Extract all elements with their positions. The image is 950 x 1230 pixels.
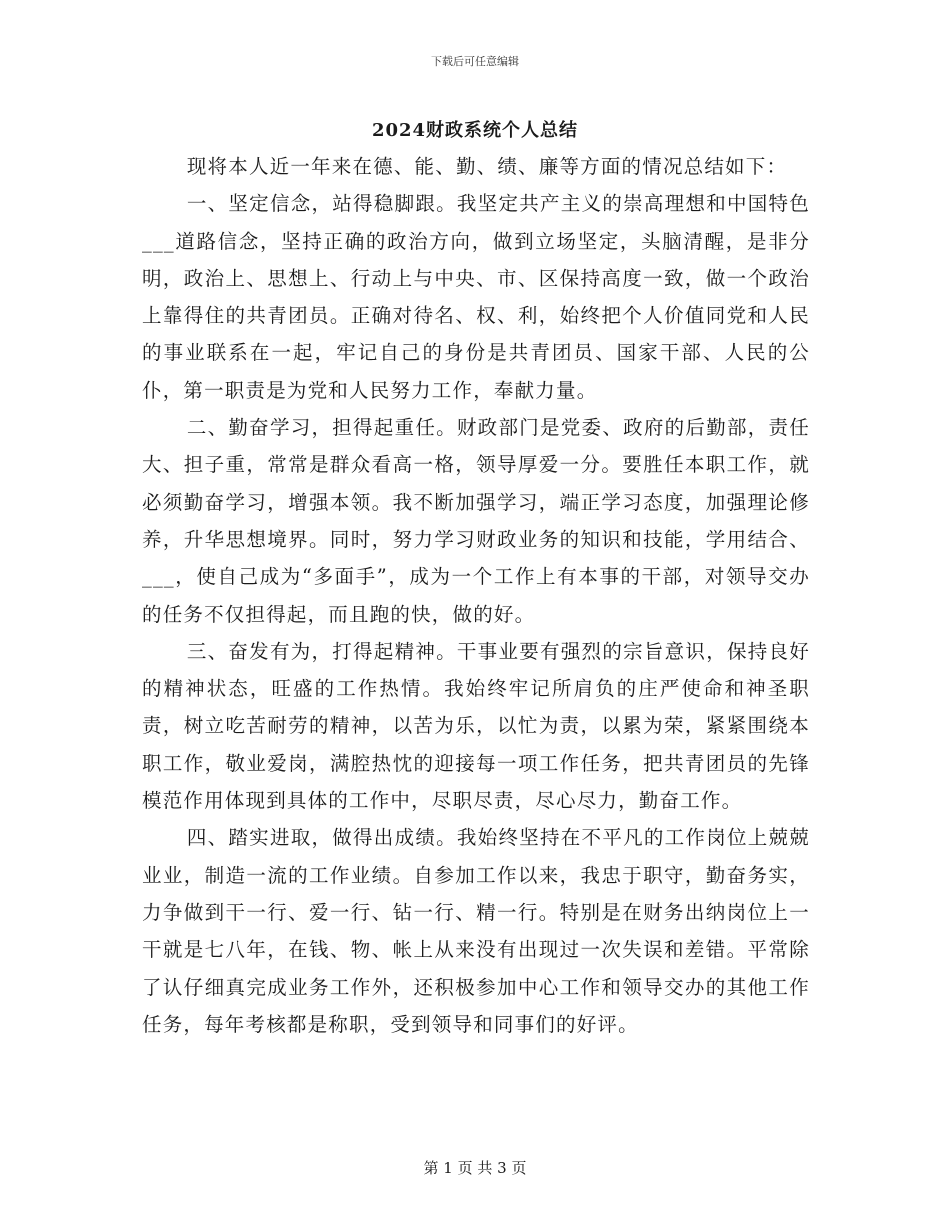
page-number: 第 1 页 共 3 页 — [423, 1159, 527, 1177]
paragraph-1: 一、坚定信念，站得稳脚跟。我坚定共产主义的崇高理想和中国特色___道路信念，坚持正确的政治方向，做到立场坚定，头脑清醒，是非分明，政治上、思想上、行动上与中央、市、区保持高度一致，做一个政治上靠得住的共青团员。正确对待名、权、利，始终把个人价值同党和人民的事业联系在一起，牢记自己的身份是共青团员、国家干部、人民的公仆，第一职责是为党和人民努力工作，奉献力量。 — [142, 192, 810, 402]
intro-paragraph: 现将本人近一年来在德、能、勤、绩、廉等方面的情况总结如下： — [186, 155, 788, 178]
paragraph-3: 三、奋发有为，打得起精神。干事业要有强烈的宗旨意识，保持良好的精神状态，旺盛的工作热情。我始终牢记所肩负的庄严使命和神圣职责，树立吃苦耐劳的精神，以苦为乐，以忙为责，以累为荣，紧紧围绕本职工作，敬业爱岗，满腔热忱的迎接每一项工作任务，把共青团员的先锋模范作用体现到具体的工作中，尽职尽责，尽心尽力，勤奋工作。 — [142, 639, 810, 813]
document-body — [142, 148, 810, 1043]
paragraph-4: 四、踏实进取，做得出成绩。我始终坚持在不平凡的工作岗位上兢兢业业，制造一流的工作业绩。自参加工作以来，我忠于职守，勤奋务实，力争做到干一行、爱一行、钻一行、精一行。特别是在财务出纳岗位上一干就是七八年，在钱、物、帐上从来没有出现过一次失误和差错。平常除了认仔细真完成业务工作外，还积极参加中心工作和领导交办的其他工作任务，每年考核都是称职，受到领导和同事们的好评。 — [142, 826, 810, 1036]
header-note: 下载后可任意编辑 — [431, 55, 519, 68]
document-title: 2024财政系统个人总结 — [371, 120, 579, 141]
paragraph-2: 二、勤奋学习，担得起重任。财政部门是党委、政府的后勤部，责任大、担子重，常常是群众看高一格，领导厚爱一分。要胜任本职工作，就必须勤奋学习，增强本领。我不断加强学习，端正学习态度，加强理论修养，升华思想境界。同时，努力学习财政业务的知识和技能，学用结合、___，使自己成为“多面手”，成为一个工作上有本事的干部，对领导交办的任务不仅担得起，而且跑的快，做的好。 — [142, 416, 810, 626]
